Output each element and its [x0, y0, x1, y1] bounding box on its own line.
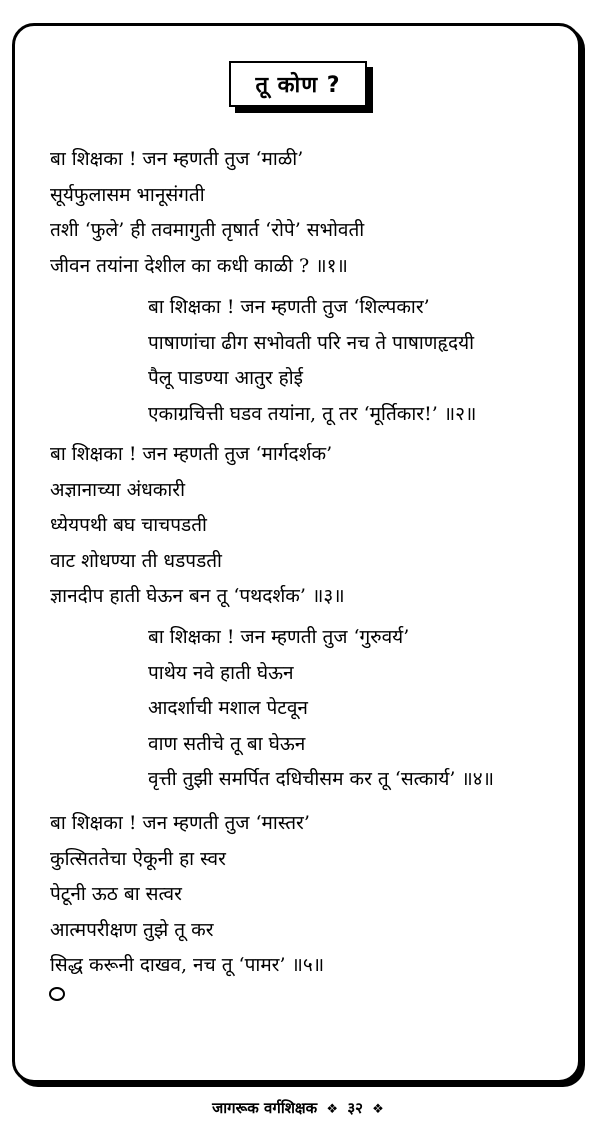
- stanza-1: [50, 142, 364, 284]
- stanza-line: जीवन तयांना देशील का कधी काळी ? ॥१॥: [50, 254, 348, 277]
- stanza-line: सिद्ध करूनी दाखव, नच तू ‘पामर’ ॥५॥: [50, 954, 325, 976]
- stanza-line: पेटूनी ऊठ बा सत्वर: [50, 883, 182, 905]
- stanza-5: [50, 806, 324, 984]
- stanza-line: ध्येयपथी बघ चाचपडती: [50, 514, 207, 536]
- stanza-line: पैलू पाडण्या आतुर होई: [148, 367, 303, 389]
- stanza-line: कुत्सिततेचा ऐकूनी हा स्वर: [50, 847, 226, 870]
- stanza-line: वाण सतीचे तू बा घेऊन: [148, 732, 306, 755]
- stanza-line: बा शिक्षका ! जन म्हणती तुज ‘गुरुवर्य’: [148, 626, 410, 648]
- stanza-3: [50, 437, 345, 615]
- stanza-line: अज्ञानाच्या अंधकारी: [50, 478, 185, 501]
- stanza-4: [148, 620, 494, 798]
- diamond-separator-icon: ❖: [372, 1102, 384, 1117]
- stanza-2: [148, 290, 476, 432]
- stanza-line: ज्ञानदीप हाती घेऊन बन तू ‘पथदर्शक’ ॥३॥: [50, 585, 345, 607]
- stanza-line: बा शिक्षका ! जन म्हणती तुज ‘शिल्पकार’: [148, 296, 430, 318]
- stanza-line: वाट शोधण्या ती धडपडती: [50, 549, 222, 572]
- stanza-line: आदर्शाची मशाल पेटवून: [148, 697, 308, 719]
- title-box: [229, 61, 367, 107]
- poem-title: तू कोण ?: [255, 73, 341, 98]
- stanza-line: सूर्यफुलासम भानूसंगती: [50, 183, 205, 206]
- page-number: ३२: [347, 1099, 363, 1117]
- stanza-line: बा शिक्षका ! जन म्हणती तुज ‘माळी’: [50, 148, 304, 170]
- stanza-line: पाथेय नवे हाती घेऊन: [148, 661, 294, 684]
- stanza-line: तशी ‘फुले’ ही तवमागुती तृषार्त ‘रोपे’ सभोवती: [50, 219, 365, 241]
- stanza-line: वृत्ती तुझी समर्पित दधिचीसम कर तू ‘सत्कार्य’ ॥४॥: [148, 768, 495, 790]
- end-circle-icon: [49, 987, 65, 1001]
- footer-book-title: जागरूक वर्गशिक्षक: [212, 1099, 318, 1117]
- stanza-line: एकाग्रचित्ती घडव तयांना, तू तर ‘मूर्तिकार!’ ॥२॥: [148, 402, 477, 425]
- stanza-line: आत्मपरीक्षण तुझे तू कर: [50, 918, 214, 941]
- stanza-line: बा शिक्षका ! जन म्हणती तुज ‘मार्गदर्शक’: [50, 443, 333, 465]
- page-footer: [0, 1098, 600, 1118]
- diamond-separator-icon: ❖: [326, 1102, 339, 1117]
- stanza-line: बा शिक्षका ! जन म्हणती तुज ‘मास्तर’: [50, 812, 310, 834]
- stanza-line: पाषाणांचा ढीग सभोवती परि नच ते पाषाणहृदयी: [148, 331, 475, 354]
